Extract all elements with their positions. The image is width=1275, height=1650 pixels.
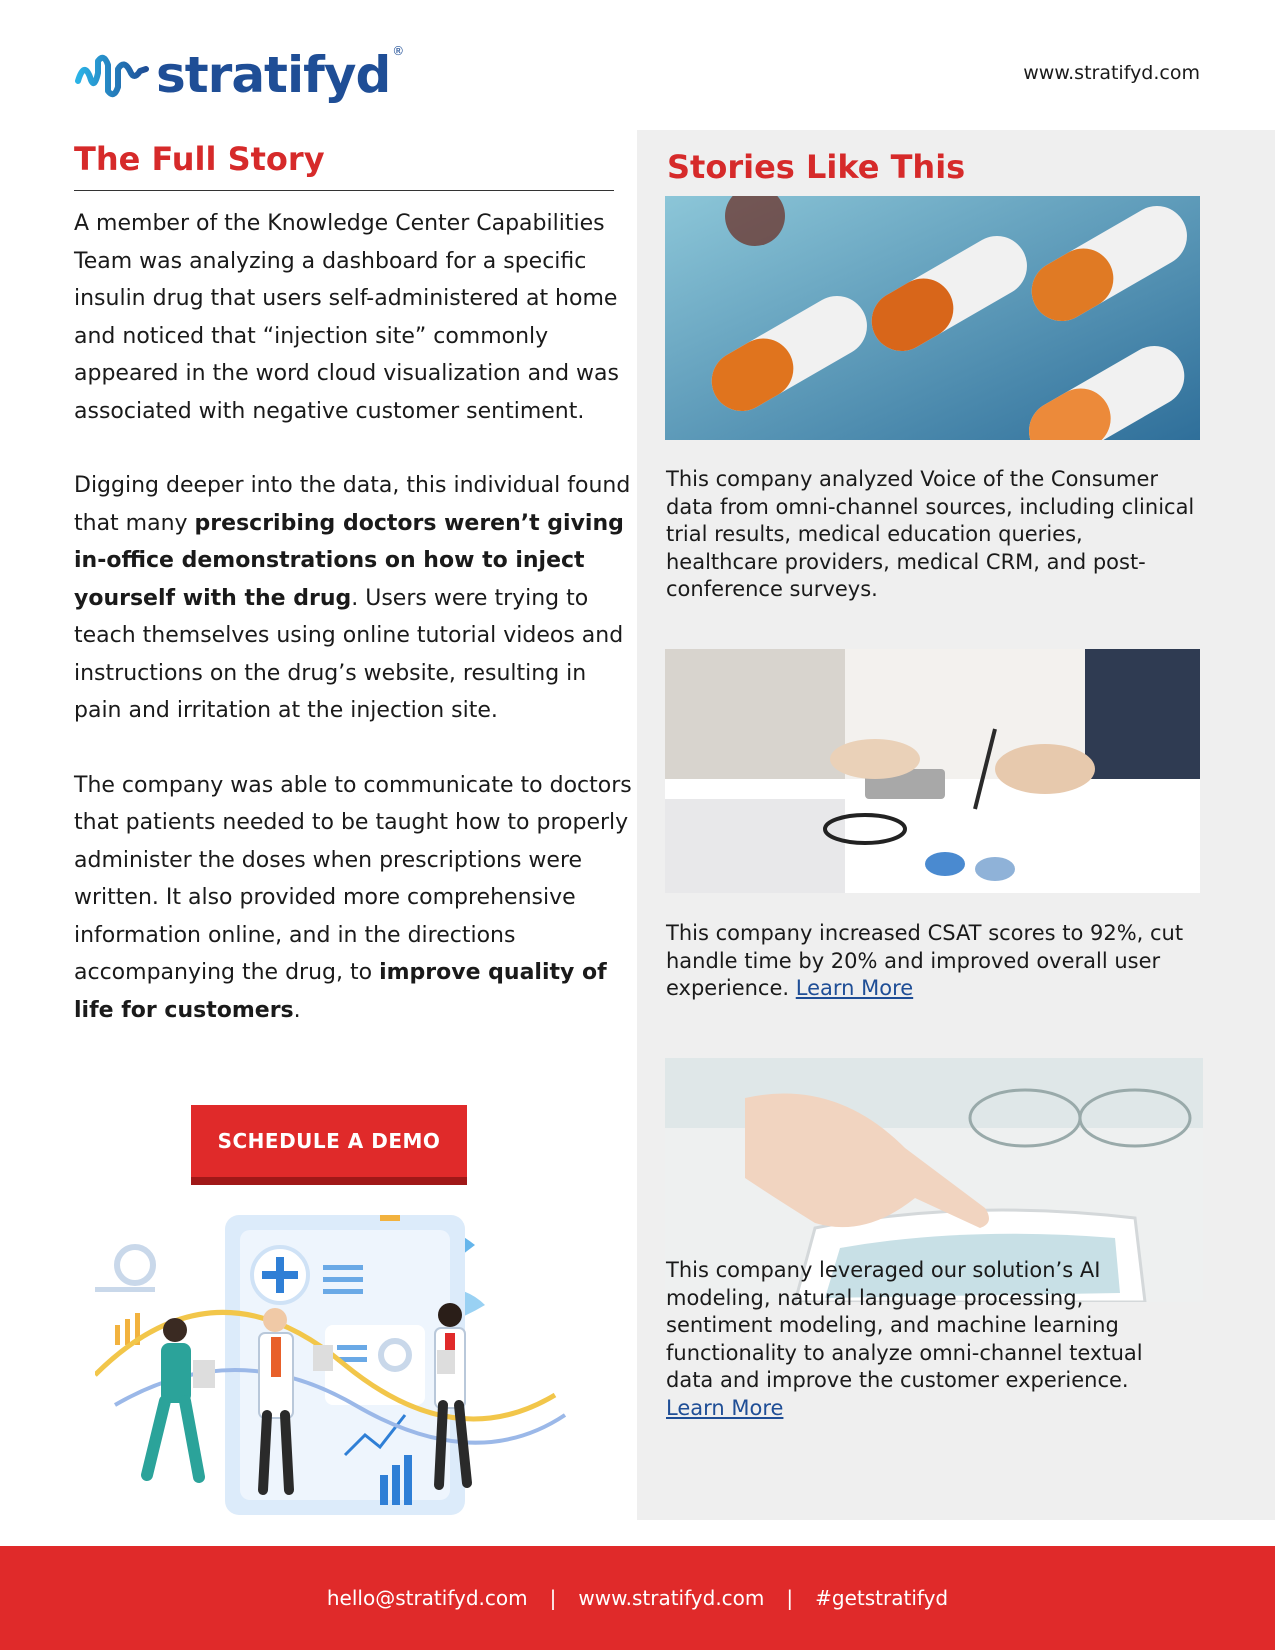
stratifyd-logo	[74, 40, 404, 110]
paragraph-emphasis: prescribing doctors weren’t giving in-office demonstrations on how to inject yourself with the drug	[74, 510, 624, 611]
card-description: This company leveraged our solution’s AI modeling, natural language processing, sentiment modeling, and machine learning functionality to analyze omni-channel textual data and improve the customer experience.	[666, 1258, 1143, 1392]
registered-mark: ®	[392, 44, 405, 58]
business-meeting-photo-icon	[665, 649, 1200, 893]
footer-email-link[interactable]: hello@stratifyd.com	[326, 1586, 528, 1610]
full-story-title: The Full Story	[74, 140, 325, 178]
title-divider	[74, 190, 614, 191]
paragraph-text: .	[293, 997, 301, 1023]
footer-website-link[interactable]: www.stratifyd.com	[578, 1586, 765, 1610]
paragraph-text: Digging deeper into the data, this individual found that many	[74, 473, 631, 536]
paragraph-text: The company was able to communicate to doctors that patients needed to be taught how to properly administer the doses when prescriptions were written. It also provided more comprehensive information online, and in the directions accompanying the drug, to	[74, 772, 632, 986]
story-card-2-text	[666, 920, 1196, 1003]
logo-wordmark: stratifyd	[156, 46, 391, 104]
footer-bar	[0, 1546, 1275, 1650]
learn-more-link[interactable]: Learn More	[666, 1395, 784, 1420]
footer-separator: |	[786, 1586, 794, 1610]
related-stories-title: Stories Like This	[667, 148, 966, 186]
story-paragraph-2	[74, 467, 634, 730]
healthcare-illustration-icon	[95, 1215, 595, 1545]
header-website-link[interactable]: www.stratifyd.com	[1023, 62, 1200, 84]
story-paragraph-3	[74, 767, 634, 1030]
footer-hashtag-link[interactable]: #getstratifyd	[815, 1586, 949, 1610]
story-paragraph-1: A member of the Knowledge Center Capabilities Team was analyzing a dashboard for a specific insulin drug that users self-administered at home and noticed that “injection site” commonly appeared in the word cloud visualization and was associated with negative customer sentiment.	[74, 211, 619, 424]
sound-wave-logo-icon	[74, 51, 150, 99]
paragraph-text: . Users were trying to teach themselves using online tutorial videos and instructions on the drug’s website, resulting in pain and irritation at the injection site.	[74, 585, 624, 724]
story-card-3-text	[666, 1257, 1196, 1422]
footer-separator: |	[549, 1586, 557, 1610]
related-stories-panel	[637, 130, 1275, 1520]
card-description: This company analyzed Voice of the Consumer data from omni-channel sources, including clinical trial results, medical education queries, healthcare providers, medical CRM, and post-conference surveys.	[666, 467, 1195, 601]
paragraph-emphasis: improve quality of life for customers	[74, 960, 607, 1023]
story-body	[74, 205, 634, 1029]
card-description: This company increased CSAT scores to 92%, cut handle time by 20% and improved overall user experience.	[666, 921, 1184, 1000]
pills-photo-icon	[665, 196, 1200, 440]
learn-more-link[interactable]: Learn More	[795, 976, 914, 1000]
schedule-demo-button[interactable]: SCHEDULE A DEMO	[191, 1105, 467, 1177]
full-story-section	[74, 140, 634, 1066]
story-card-1-text	[666, 466, 1196, 604]
